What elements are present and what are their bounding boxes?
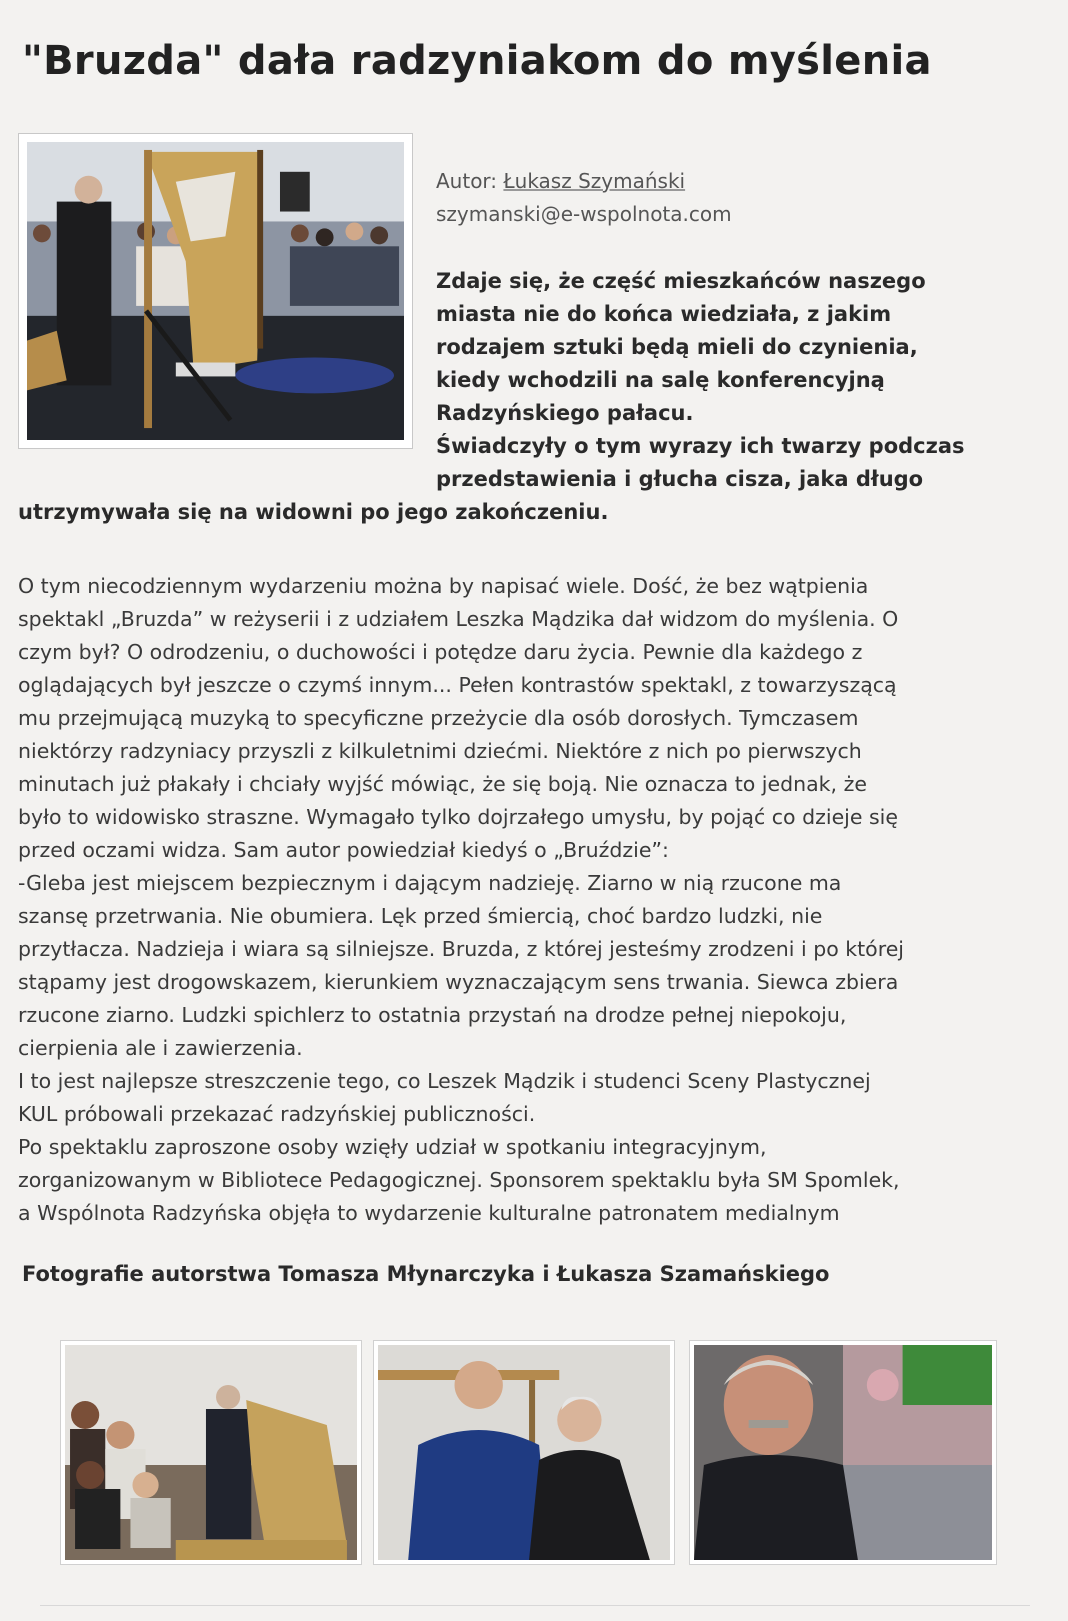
body-line: stąpamy jest drogowskazem, kierunkiem wyznaczającym sens trwania. Siewca zbiera xyxy=(18,970,899,994)
photo-credits: Fotografie autorstwa Tomasza Młynarczyka i Łukasza Szamańskiego xyxy=(22,1262,830,1286)
author-block xyxy=(436,165,732,231)
gallery-photo-2[interactable] xyxy=(373,1340,675,1565)
body-line: minutach już płakały i chciały wyjść mówiąc, że się boją. Nie oznacza to jednak, że xyxy=(18,772,867,796)
body-line: przed oczami widza. Sam autor powiedział kiedyś o „Bruździe”: xyxy=(18,838,669,862)
author-email[interactable]: szymanski@e-wspolnota.com xyxy=(436,202,732,226)
article-body xyxy=(18,570,1048,1230)
author-link[interactable]: Łukasz Szymański xyxy=(503,169,686,193)
body-line: przytłacza. Nadzieja i wiara są silniejsze. Bruzda, z której jesteśmy zrodzeni i po której xyxy=(18,937,905,961)
body-line: niektórzy radzyniacy przyszli z kilkuletnimi dziećmi. Niektóre z nich po pierwszych xyxy=(18,739,862,763)
article-lead xyxy=(18,265,1028,529)
director-portrait-image xyxy=(694,1345,992,1560)
two-actors-image xyxy=(378,1345,670,1560)
body-line: a Wspólnota Radzyńska objęła to wydarzenie kulturalne patronatem medialnym xyxy=(18,1201,840,1225)
lead-line: Świadczyły o tym wyrazy ich twarzy podczas xyxy=(436,434,965,458)
lead-line: przedstawienia i głucha cisza, jaka długo xyxy=(436,467,924,491)
lead-line: Radzyńskiego pałacu. xyxy=(436,401,694,425)
lead-line: rodzajem sztuki będą mieli do czynienia, xyxy=(436,335,918,359)
gallery-photo-3[interactable] xyxy=(689,1340,997,1565)
lead-line: kiedy wchodzili na salę konferencyjną xyxy=(436,368,885,392)
body-line: było to widowisko straszne. Wymagało tylko dojrzałego umysłu, by pojąć co dzieje się xyxy=(18,805,898,829)
article-title: "Bruzda" dała radzyniakom do myślenia xyxy=(22,38,932,84)
bottom-divider xyxy=(40,1605,1030,1606)
body-line: mu przejmującą muzyką to specyficzne przeżycie dla osób dorosłych. Tymczasem xyxy=(18,706,859,730)
body-line: Po spektaklu zaproszone osoby wzięły udział w spotkaniu integracyjnym, xyxy=(18,1135,767,1159)
body-line: cierpienia ale i zawierzenia. xyxy=(18,1036,303,1060)
author-label: Autor: xyxy=(436,169,498,193)
body-line: rzucone ziarno. Ludzki spichlerz to ostatnia przystań na drodze pełnej niepokoju, xyxy=(18,1003,847,1027)
body-line: -Gleba jest miejscem bezpiecznym i dającym nadzieję. Ziarno w nią rzucone ma xyxy=(18,871,842,895)
author-line xyxy=(436,165,732,198)
lead-line: utrzymywała się na widowni po jego zakończeniu. xyxy=(18,500,609,524)
audience-and-actor-image xyxy=(65,1345,357,1560)
body-line: czym był? O odrodzeniu, o duchowości i potędze daru życia. Pewnie dla każdego z xyxy=(18,640,863,664)
body-line: oglądających był jeszcze o czymś innym... Pełen kontrastów spektakl, z towarzyszącą xyxy=(18,673,897,697)
body-line: O tym niecodziennym wydarzeniu można by napisać wiele. Dość, że bez wątpienia xyxy=(18,574,869,598)
body-line: spektakl „Bruzda” w reżyserii i z udziałem Leszka Mądzika dał widzom do myślenia. O xyxy=(18,607,899,631)
lead-line: Zdaje się, że część mieszkańców naszego xyxy=(436,269,926,293)
body-line: szansę przetrwania. Nie obumiera. Lęk przed śmiercią, choć bardzo ludzki, nie xyxy=(18,904,823,928)
body-line: zorganizowanym w Bibliotece Pedagogicznej. Sponsorem spektaklu była SM Spomlek, xyxy=(18,1168,900,1192)
lead-line: miasta nie do końca wiedziała, z jakim xyxy=(436,302,892,326)
gallery-photo-1[interactable] xyxy=(60,1340,362,1565)
body-line: I to jest najlepsze streszczenie tego, co Leszek Mądzik i studenci Sceny Plastycznej xyxy=(18,1069,871,1093)
body-line: KUL próbowali przekazać radzyńskiej publiczności. xyxy=(18,1102,536,1126)
